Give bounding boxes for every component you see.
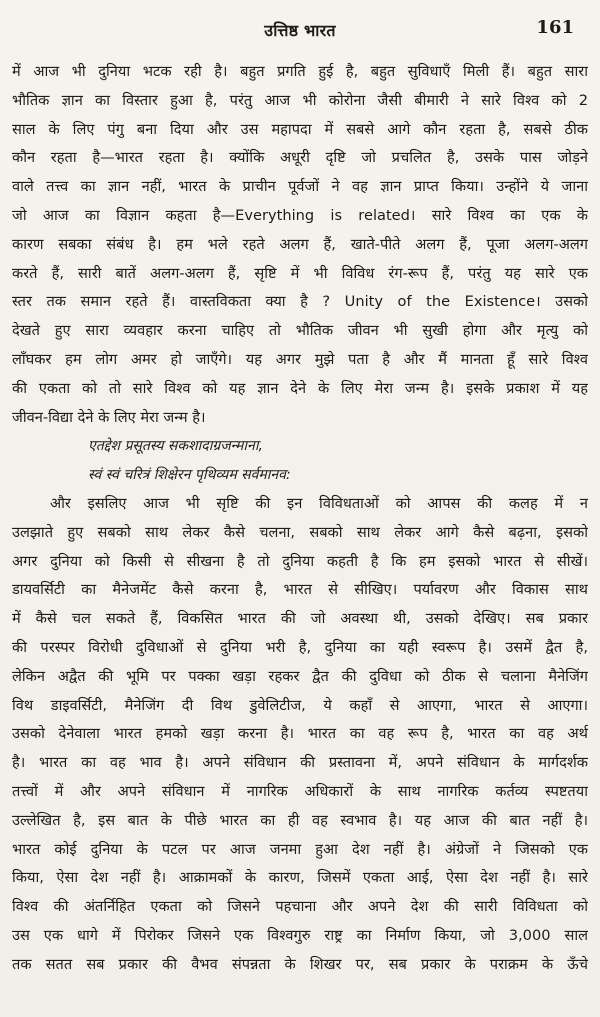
text-line: किया, ऐसा देश नहीं है। आक्रामकों के कारण, जिसमें एकता आई, ऐसा देश नहीं है। सारे — [12, 869, 588, 887]
text-line: में कैसे चल सकते हैं, विकसित भारत की जो अवस्था थी, उसको देखिए। सब प्रकार — [12, 610, 588, 628]
text-line: जीवन-विद्या देने के लिए मेरा जन्म है। — [12, 408, 206, 426]
text-line: भौतिक ज्ञान का विस्तार हुआ है, परंतु आज भी कोरोना जैसी बीमारी ने सारे विश्व को 2 — [12, 91, 588, 109]
page-header — [12, 0, 588, 56]
text-line: की परस्पर विरोधी दुविधाओं से दुनिया भरी है, दुनिया का यही स्वरूप है। उसमें द्वैत है, — [12, 638, 588, 656]
text-line: लाँघकर हम लोग अमर हो जाएँगे। यह अगर मुझे पता है और मैं मानता हूँ सारे विश्व — [12, 350, 588, 368]
text-line: जो आज का विज्ञान कहता है—Everything is related। सारे विश्व का एक के — [12, 206, 588, 224]
text-line: लेकिन अद्वैत की भूमि पर पक्का खड़ा रहकर द्वैत की दुविधा को ठीक से चलाना मैनेजिंग — [12, 667, 588, 685]
text-line: साल के लिए पंगु बना दिया और उस महापदा में सबसे आगे कौन रहता है, सबसे ठीक — [12, 120, 588, 138]
sanskrit-verse — [12, 432, 588, 490]
text-line: कौन रहता है—भारत रहता है। क्योंकि अधूरी दृष्टि जो प्रचलित है, उसके पास जोड़ने — [12, 149, 588, 167]
text-line: विथ डाइवर्सिटी, मैनेजिंग दी विथ डुवेलिटीज, ये कहाँ से आएगा, भारत से आएगा। — [12, 696, 588, 714]
text-line: विश्व की अंतर्निहित एकता को जिसने पहचाना और अपने देश की सारी विविधता को — [12, 898, 588, 916]
verse-line: स्वं स्वं चरित्रं शिक्षेरन पृथिव्यम सर्वमानव: — [88, 467, 291, 484]
text-line: देखते हुए सारा व्यवहार करना चाहिए तो भौतिक जीवन भी सुखी होगा और मृत्यु को — [12, 322, 588, 340]
running-title: उत्तिष्ठ भारत — [264, 21, 336, 40]
text-line: वाले तत्त्व का ज्ञान नहीं, भारत के प्राचीन पूर्वजों ने वह ज्ञान प्राप्त किया। उन्होंने ये जाना — [12, 178, 588, 196]
text-line: में आज भी दुनिया भटक रही है। बहुत प्रगति हुई है, बहुत सुविधाएँ मिली हैं। बहुत सारा — [12, 63, 588, 80]
text-line: उस एक धागे में पिरोकर जिसने एक विश्वगुरु राष्ट्र का निर्माण किया, जो 3,000 साल — [12, 926, 588, 944]
page-content — [12, 58, 588, 1003]
text-line: है। भारत का वह भाव है। अपने संविधान की प्रस्तावना में, अपने संविधान के मार्गदर्शक — [12, 754, 588, 772]
text-line: भारत कोई दुनिया के पटल पर आज जनमा हुआ देश नहीं है। अंग्रेजों ने जिसको एक — [12, 840, 588, 858]
text-line: तत्त्वों में और अपने संविधान में नागरिक अधिकारों के साथ नागरिक कर्तव्य स्पष्टतया — [12, 782, 588, 800]
text-line: डायवर्सिटी का मैनेजमेंट कैसे करना है, भारत से सीखिए। पर्यावरण और विकास साथ — [12, 581, 588, 599]
text-line: तक सतत सब प्रकार की वैभव संपन्नता के शिखर पर, सब प्रकार के पराक्रम के ऊँचे — [12, 955, 588, 973]
page-number: 161 — [536, 17, 574, 38]
verse-line: एतद्देश प्रसूतस्य सकशादाग्रजन्माना, — [88, 438, 263, 455]
text-line: अगर दुनिया को किसी से सीखना है तो दुनिया कहती है कि हम इसको भारत से सीखें। — [12, 552, 588, 570]
text-line: उलझाते हुए सबको साथ लेकर कैसे चलना, सबको साथ लेकर आगे कैसे बढ़ना, इसको — [12, 523, 588, 541]
text-line: कारण सबका संबंध है। हम भले रहते अलग हैं, खाते-पीते अलग हैं, पूजा अलग-अलग — [12, 235, 588, 253]
paragraph-1 — [12, 58, 588, 432]
text-line: की एकता को तो सारे विश्व को यह ज्ञान देने के लिए मेरा जन्म है। इसके प्रकाश में यह — [12, 379, 588, 397]
text-line: स्तर तक समान रहते हैं। वास्तविकता क्या है ? Unity of the Existence। उसको — [12, 293, 588, 311]
paragraph-2 — [12, 490, 588, 980]
text-line: और इसलिए आज भी सृष्टि की इन विविधताओं को आपस की कलह में न — [50, 494, 588, 512]
text-line: उसको देनेवाला भारत हमको खड़ा करना है। भारत का वह रूप है, भारत का वह अर्थ — [12, 725, 588, 743]
text-line: करते हैं, सारी बातें अलग-अलग हैं, सृष्टि में भी विविध रंग-रूप हैं, परंतु यह सारे एक — [12, 264, 588, 282]
text-line: उल्लेखित है, इस बात के पीछे भारत का ही वह स्वभाव है। यह आज की बात नहीं है। — [12, 811, 588, 829]
